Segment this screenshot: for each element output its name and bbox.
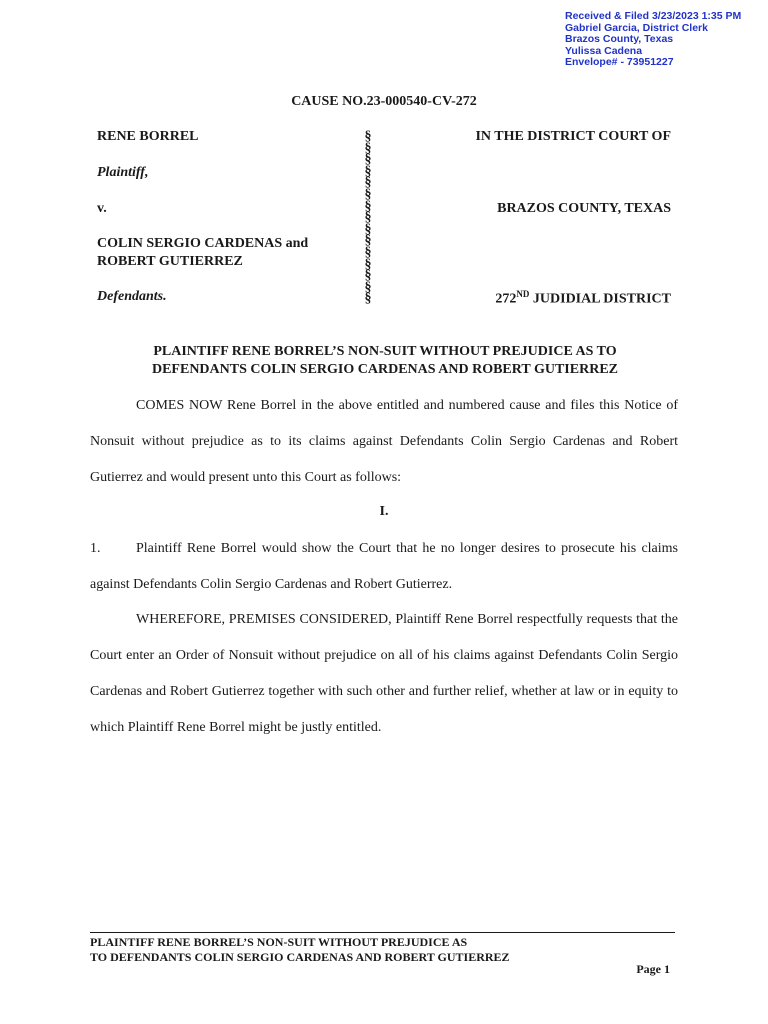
section-symbol: §	[364, 256, 372, 272]
section-symbol-column	[358, 131, 378, 305]
stamp-county-line: Brazos County, Texas	[565, 33, 674, 46]
cause-number: CAUSE NO.23-000540-CV-272	[291, 94, 477, 109]
numbered-item-first-row	[90, 531, 678, 567]
defendant-name-2: ROBERT GUTIERREZ	[97, 254, 243, 269]
section-symbol: §	[364, 175, 372, 191]
section-symbol: §	[364, 279, 372, 295]
section-symbol: §	[364, 244, 372, 260]
section-symbol: §	[364, 291, 372, 307]
section-symbol: §	[364, 233, 372, 249]
stamp-deputy-line: Yulissa Cadena	[565, 44, 643, 57]
section-symbol: §	[364, 140, 372, 156]
document-title	[90, 343, 680, 379]
district-line	[495, 289, 671, 308]
section-symbol: §	[364, 210, 372, 226]
plaintiff-label: Plaintiff,	[97, 165, 149, 180]
versus-label: v.	[97, 201, 107, 216]
footer-line-1: PLAINTIFF RENE BORREL’S NON-SUIT WITHOUT PREJUDICE AS	[90, 935, 468, 949]
stamp-received-line: Received & Filed 3/23/2023 1:35 PM	[565, 10, 742, 22]
item-first-line: Plaintiff Rene Borrel would show the Court that he no longer desires to prosecute his claims	[136, 541, 678, 556]
stamp-envelope-line: Envelope# - 73951227	[565, 56, 674, 69]
district-suffix: ND	[516, 289, 530, 299]
court-line: IN THE DISTRICT COURT OF	[475, 129, 671, 144]
page-number: Page 1	[636, 962, 670, 976]
prayer-paragraph: WHEREFORE, PREMISES CONSIDERED, Plaintiff Rene Borrel respectfully requests that the Court enter an Order of Nonsuit without prejudice on all of his claims against Defendants Colin Sergio Cardenas and Robert Gutierrez together with such other and further relief, whether at law or in equity to which Plaintiff Rene Borrel might be justly entitled.	[90, 612, 678, 735]
section-symbol: §	[364, 129, 372, 144]
section-symbol: §	[364, 268, 372, 284]
section-symbol: §	[364, 152, 372, 168]
section-symbol: §	[364, 186, 372, 202]
section-symbol: §	[364, 221, 372, 237]
defendant-name-1: COLIN SERGIO CARDENAS and	[97, 236, 309, 251]
county-line: BRAZOS COUNTY, TEXAS	[497, 201, 671, 216]
plaintiff-name: RENE BORREL	[97, 129, 199, 144]
defendant-label: Defendants.	[97, 289, 167, 304]
footer-divider	[90, 932, 675, 933]
district-number: 272	[495, 291, 517, 307]
district-text: JUDIDIAL DISTRICT	[529, 291, 671, 307]
item-number: 1.	[90, 541, 101, 556]
intro-paragraph: COMES NOW Rene Borrel in the above entitled and numbered cause and files this Notice of Nonsuit without prejudice as to its claims against Defendants Colin Sergio Cardenas and Robert Gutierrez and would present unto this Court as follows:	[90, 398, 678, 485]
section-symbol: §	[364, 198, 372, 214]
section-symbol: §	[364, 163, 372, 179]
section-heading: I.	[379, 504, 389, 519]
title-line-2: DEFENDANTS COLIN SERGIO CARDENAS AND ROBERT GUTIERREZ	[151, 362, 618, 377]
stamp-clerk-line: Gabriel Garcia, District Clerk	[565, 21, 708, 34]
footer-line-2: TO DEFENDANTS COLIN SERGIO CARDENAS AND ROBERT GUTIERREZ	[90, 950, 510, 964]
numbered-item	[90, 531, 678, 603]
title-line-1: PLAINTIFF RENE BORREL’S NON-SUIT WITHOUT PREJUDICE AS TO	[153, 344, 617, 359]
footer-title	[90, 935, 510, 965]
filing-stamp	[565, 11, 760, 69]
item-second-line: against Defendants Colin Sergio Cardenas and Robert Gutierrez.	[90, 577, 453, 592]
